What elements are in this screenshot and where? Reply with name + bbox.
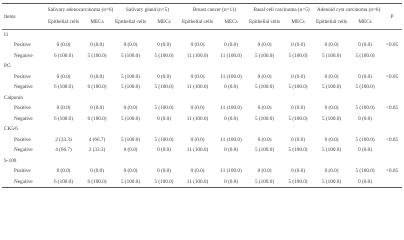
table-cell: 0 (0.0) [257,105,272,112]
table-row [2,40,402,51]
table-cell: 6 (100.0) [87,115,107,122]
table-cell: 0 (0.0) [56,42,71,49]
table-cell: 11 (100.0) [220,73,242,80]
table-cell: 5 (100.0) [120,115,141,122]
table-cell: 2 (33.3) [55,136,72,143]
table-cell: 11 (100.0) [186,52,209,59]
table-cell: 5 (100.0) [355,52,375,59]
table-cell: 6 (100.0) [53,178,74,185]
row-label: Positive [14,136,31,143]
table-cell: 0 (0.0) [224,178,238,185]
table-cell: 5 (100.0) [120,136,141,143]
table-row [2,135,402,146]
row-label: Negative [14,84,33,91]
subheader-epithelial-cells: Epithelial cells [48,19,79,26]
table-cell: 5 (100.0) [322,178,342,185]
table-cell: 5 (100.0) [322,147,342,154]
table-cell: 5 (100.0) [120,52,141,59]
table-cell: 5 (100.0) [255,84,275,91]
table-row [2,51,402,62]
table-cell: 0 (0.0) [190,136,205,143]
table-cell: 6 (100.0) [53,115,74,122]
row-label: Negative [14,147,33,154]
p-value: <0.05 [386,73,399,80]
p-value [382,82,402,93]
p-value [382,51,402,62]
table-cell: 5 (100.0) [322,84,342,91]
table-cell: 0 (0.0) [90,168,104,175]
items-column-header: Items [2,4,47,30]
table-cell: 0 (0.0) [56,105,71,112]
group-header-salivary-gland: Salivary gland (n=5) [126,6,169,13]
marker-row [2,124,402,135]
p-value: <0.05 [386,105,399,112]
table-cell: 5 (100.0) [87,52,107,59]
table-cell: 5 (100.0) [288,147,308,154]
table-cell: 5 (100.0) [120,73,141,80]
row-label: Negative [14,178,33,185]
subheader-mecs: MECs [224,19,238,26]
table-cell: 5 (100.0) [120,178,141,185]
row-label: Negative [14,115,33,122]
table-cell: 5 (100.0) [288,52,308,59]
table-cell: 0 (0.0) [257,136,272,143]
table-cell: 0 (0.0) [358,115,372,122]
subheader-epithelial-cells: Epithelial cells [115,19,146,26]
table-cell: 0 (0.0) [324,136,339,143]
table-cell: 5 (100.0) [120,84,141,91]
table-cell: 0 (0.0) [90,73,104,80]
table-cell: 5 (100.0) [154,52,174,59]
table-cell: 0 (0.0) [190,42,205,49]
table-cell: 0 (0.0) [257,73,272,80]
group-header-breast-cancer: Breast cancer (n=11) [192,6,237,13]
table-row [2,82,402,93]
table-cell: 0 (0.0) [157,115,171,122]
table-row [2,114,402,125]
results-table [2,3,402,188]
table-cell: 4 (66.7) [55,147,72,154]
table-cell: 0 (0.0) [358,73,372,80]
table-cell: 6 (100.0) [87,84,107,91]
table-cell: 5 (100.0) [288,178,308,185]
table-cell: 5 (100.0) [154,136,174,143]
table-cell: 5 (100.0) [288,84,308,91]
marker-label: CK5/6 [4,126,18,133]
table-cell: 5 (100.0) [355,168,375,175]
table-cell: 5 (100.0) [255,52,275,59]
p-value: <0.05 [386,42,399,49]
table-cell: 6 (100.0) [53,52,74,59]
table-cell: 11 (100.0) [186,147,209,154]
table-cell: 5 (100.0) [255,147,275,154]
row-label: Positive [14,73,31,80]
p-value: <0.05 [386,168,399,175]
table-cell: 0 (0.0) [56,73,71,80]
marker-label: S-100 [4,157,17,164]
marker-label: PG [4,63,11,70]
table-cell: 5 (100.0) [255,115,275,122]
table-cell: 5 (100.0) [355,105,375,112]
table-cell: 6 (100.0) [53,84,74,91]
subheader-row [2,16,402,30]
table-cell: 5 (100.0) [154,178,174,185]
subheader-mecs: MECs [291,19,305,26]
table-cell: 11 (100.0) [220,52,242,59]
table-cell: 0 (0.0) [224,147,238,154]
table-cell: 5 (100.0) [355,136,375,143]
table-cell: 0 (0.0) [224,42,238,49]
table-cell: 0 (0.0) [358,42,372,49]
table-cell: 0 (0.0) [291,136,305,143]
table-cell: 5 (100.0) [154,105,174,112]
marker-row [2,156,402,167]
table-cell: 11 (100.0) [186,178,209,185]
table-row [2,103,402,114]
table-cell: 5 (100.0) [255,178,275,185]
table-cell: 0 (0.0) [157,168,171,175]
subheader-epithelial-cells: Epithelial cells [249,19,281,26]
p-value [382,145,402,156]
p-value: <0.05 [386,136,399,143]
table-cell: 0 (0.0) [224,115,238,122]
table-body [2,30,402,188]
table-cell: 0 (0.0) [257,168,272,175]
group-header-adenoid-cyst-carcinoma: Adenoid cyst carcinoma (n=6) [316,6,381,13]
subheader-mecs: MECs [90,19,104,26]
table-cell: 0 (0.0) [90,105,104,112]
table-cell: 11 (100.0) [220,136,242,143]
marker-row [2,61,402,72]
table-cell: 0 (0.0) [291,73,305,80]
group-header-basal-cell-carcinoma: Basal cell carcinoma (n=5) [253,6,310,13]
marker-row [2,30,402,41]
table-cell: 0 (0.0) [291,105,305,112]
row-label: Positive [14,105,31,112]
table-cell: 0 (0.0) [56,168,71,175]
table-cell: 0 (0.0) [324,168,339,175]
marker-row [2,93,402,104]
table-cell: 0 (0.0) [123,105,138,112]
table-cell: 0 (0.0) [324,42,339,49]
subheader-mecs: MECs [358,19,372,26]
table-cell: 0 (0.0) [157,42,171,49]
table-cell: 0 (0.0) [224,84,238,91]
marker-label: Calponin [4,94,24,101]
table-cell: 0 (0.0) [123,168,138,175]
table-cell: 11 (100.0) [220,105,242,112]
table-cell: 5 (100.0) [154,84,174,91]
table-cell: 11 (100.0) [220,168,242,175]
table-cell: 0 (0.0) [291,168,305,175]
table-cell: 0 (0.0) [190,73,205,80]
table-cell: 0 (0.0) [291,42,305,49]
table-cell: 2 (33.3) [88,147,106,154]
subheader-epithelial-cells: Epithelial cells [182,19,213,26]
table-cell: 6 (100.0) [87,178,107,185]
table-cell: 0 (0.0) [190,168,205,175]
table-cell: 0 (0.0) [123,42,138,49]
table-cell: 5 (100.0) [322,115,342,122]
table-cell: 0 (0.0) [257,42,272,49]
table-cell: 0 (0.0) [358,178,372,185]
subheader-mecs: MECs [157,19,171,26]
p-column-header: P [382,4,402,30]
table-cell: 0 (0.0) [123,147,138,154]
table-cell: 0 (0.0) [324,105,339,112]
table-cell: 0 (0.0) [157,73,171,80]
table-row [2,166,402,177]
table-cell: 5 (100.0) [355,84,375,91]
table-row [2,177,402,188]
table-row [2,72,402,83]
table-row [2,145,402,156]
group-header-salivary-adenocarcinoma: Salivary adenocarcinoma (n=6) [47,6,114,13]
table-cell: 5 (100.0) [322,52,342,59]
table-cell: 0 (0.0) [157,147,171,154]
p-value [382,177,402,188]
table-cell: 5 (100.0) [288,115,308,122]
table-cell: 0 (0.0) [324,73,339,80]
row-label: Positive [14,42,31,49]
row-label: Negative [14,52,33,59]
table-cell: 0 (0.0) [190,105,205,112]
table-cell: 0 (0.0) [358,147,372,154]
marker-label: I1 [4,32,9,38]
table-cell: 0 (0.0) [90,42,104,49]
table-cell: 11 (100.0) [186,115,209,122]
table-header [2,4,402,30]
row-label: Positive [14,168,31,175]
subheader-epithelial-cells: Epithelial cells [316,19,348,26]
p-value [382,114,402,125]
table-cell: 11 (100.0) [186,84,209,91]
table-cell: 4 (66.7) [88,136,106,143]
